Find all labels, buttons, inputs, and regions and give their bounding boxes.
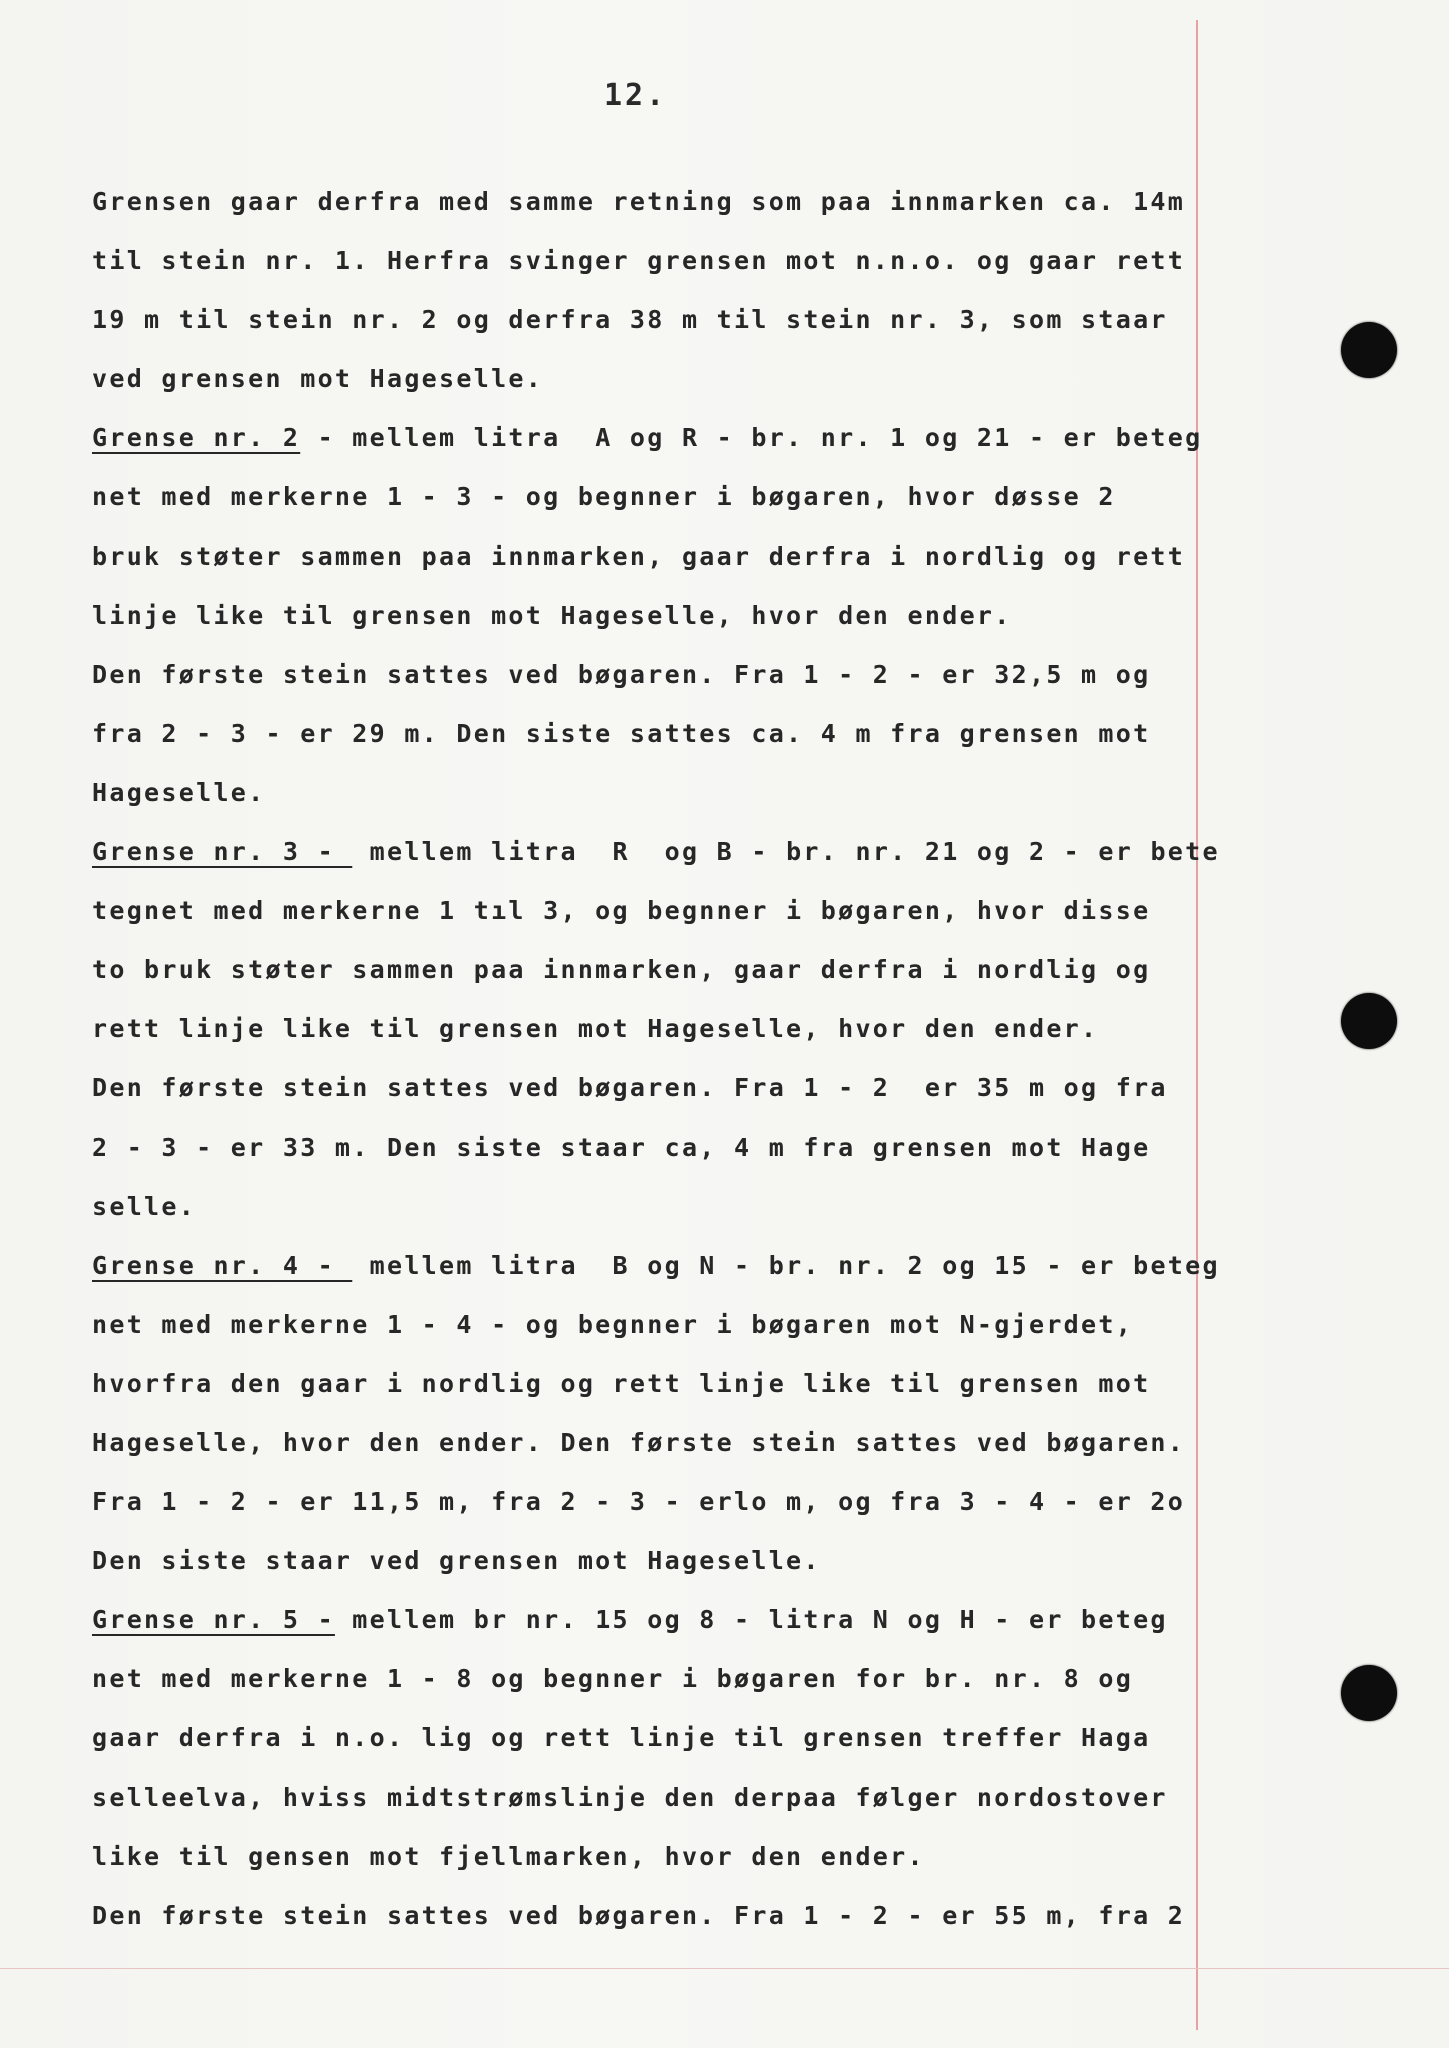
line-text: Den første stein sattes ved bøgaren. Fra 1 - 2 - er 55 m, fra 2 (92, 1900, 1186, 1930)
line-text: Fra 1 - 2 - er 11,5 m, fra 2 - 3 - erlo m, og fra 3 - 4 - er 2o (92, 1487, 1186, 1517)
line-text: Hageselle, hvor den ender. Den første stein sattes ved bøgaren. (92, 1427, 1186, 1457)
text-line (92, 1768, 1202, 1827)
text-line (92, 1708, 1202, 1767)
line-text: tegnet med merkerne 1 tıl 3, og begnner i bøgaren, hvor disse (92, 896, 1151, 926)
text-line (92, 1236, 1220, 1295)
line-text: Hageselle. (92, 777, 266, 807)
line-text: 2 - 3 - er 33 m. Den siste staar ca, 4 m fra grensen mot Hage (92, 1132, 1151, 1162)
line-text: net med merkerne 1 - 8 og begnner i bøgaren for br. nr. 8 og (92, 1664, 1134, 1694)
line-text: 19 m til stein nr. 2 og derfra 38 m til stein nr. 3, som staar (92, 305, 1168, 335)
line-text: to bruk støter sammen paa innmarken, gaar derfra i nordlig og (92, 955, 1151, 985)
line-text: gaar derfra i n.o. lig og rett linje til grensen treffer Haga (92, 1723, 1151, 1753)
line-text: selleelva, hviss midtstrømslinje den derpaa følger nordostover (92, 1782, 1168, 1812)
text-line (92, 408, 1202, 467)
line-text: net med merkerne 1 - 4 - og begnner i bøgaren mot N-gjerdet, (92, 1309, 1134, 1339)
text-line (92, 1531, 1202, 1590)
line-text: mellem litra R og B - br. nr. 21 og 2 - er bete (352, 837, 1220, 867)
line-text: net med merkerne 1 - 3 - og begnner i bøgaren, hvor døsse 2 (92, 482, 1116, 512)
text-line (92, 704, 1202, 763)
text-line (92, 1827, 1202, 1886)
document-body (92, 172, 1220, 1945)
punch-hole-icon (1341, 1665, 1397, 1721)
text-line (92, 645, 1202, 704)
text-line (92, 1413, 1202, 1472)
text-line (92, 586, 1202, 645)
line-text: Den siste staar ved grensen mot Hageselle. (92, 1546, 821, 1576)
section-heading: Grense nr. 5 - (92, 1605, 335, 1635)
text-line (92, 1118, 1202, 1177)
text-line (92, 1886, 1202, 1945)
text-line (92, 999, 1202, 1058)
line-text: linje like til grensen mot Hageselle, hvor den ender. (92, 600, 1012, 630)
line-text: mellem litra B og N - br. nr. 2 og 15 - er beteg (352, 1250, 1220, 1280)
line-text: hvorfra den gaar i nordlig og rett linje like til grensen mot (92, 1368, 1151, 1398)
section-heading: Grense nr. 2 (92, 423, 301, 453)
line-text: - mellem litra A og R - br. nr. 1 og 21 - er beteg (300, 423, 1203, 453)
text-line (92, 290, 1202, 349)
text-line (92, 1354, 1202, 1413)
line-text: selle. (92, 1191, 197, 1221)
line-text: til stein nr. 1. Herfra svinger grensen mot n.n.o. og gaar rett (92, 246, 1186, 276)
bottom-rule (0, 1968, 1449, 1969)
text-line (92, 763, 1202, 822)
line-text: fra 2 - 3 - er 29 m. Den siste sattes ca. 4 m fra grensen mot (92, 718, 1151, 748)
line-text: like til gensen mot fjellmarken, hvor den ender. (92, 1841, 925, 1871)
text-line (92, 940, 1202, 999)
page-number: 12. (604, 78, 668, 113)
line-text: mellem br nr. 15 og 8 - litra N og H - er beteg (334, 1605, 1168, 1635)
text-line (92, 1058, 1202, 1117)
text-line (92, 1649, 1202, 1708)
line-text: ved grensen mot Hageselle. (92, 364, 544, 394)
line-text: Den første stein sattes ved bøgaren. Fra 1 - 2 er 35 m og fra (92, 1073, 1168, 1103)
text-line (92, 822, 1220, 881)
text-line (92, 1472, 1202, 1531)
line-text: Den første stein sattes ved bøgaren. Fra 1 - 2 - er 32,5 m og (92, 659, 1151, 689)
section-heading: Grense nr. 3 - (92, 837, 353, 867)
section-heading: Grense nr. 4 - (92, 1250, 353, 1280)
text-line (92, 231, 1202, 290)
text-line (92, 1590, 1202, 1649)
text-line (92, 881, 1202, 940)
punch-hole-icon (1341, 993, 1397, 1049)
line-text: bruk støter sammen paa innmarken, gaar derfra i nordlig og rett (92, 541, 1186, 571)
text-line (92, 172, 1202, 231)
text-line (92, 467, 1202, 526)
text-line (92, 1177, 1202, 1236)
line-text: Grensen gaar derfra med samme retning som paa innmarken ca. 14m (92, 187, 1186, 216)
punch-hole-icon (1341, 322, 1397, 378)
text-line (92, 527, 1202, 586)
text-line (92, 349, 1202, 408)
text-line (92, 1295, 1202, 1354)
line-text: rett linje like til grensen mot Hageselle, hvor den ender. (92, 1014, 1099, 1044)
